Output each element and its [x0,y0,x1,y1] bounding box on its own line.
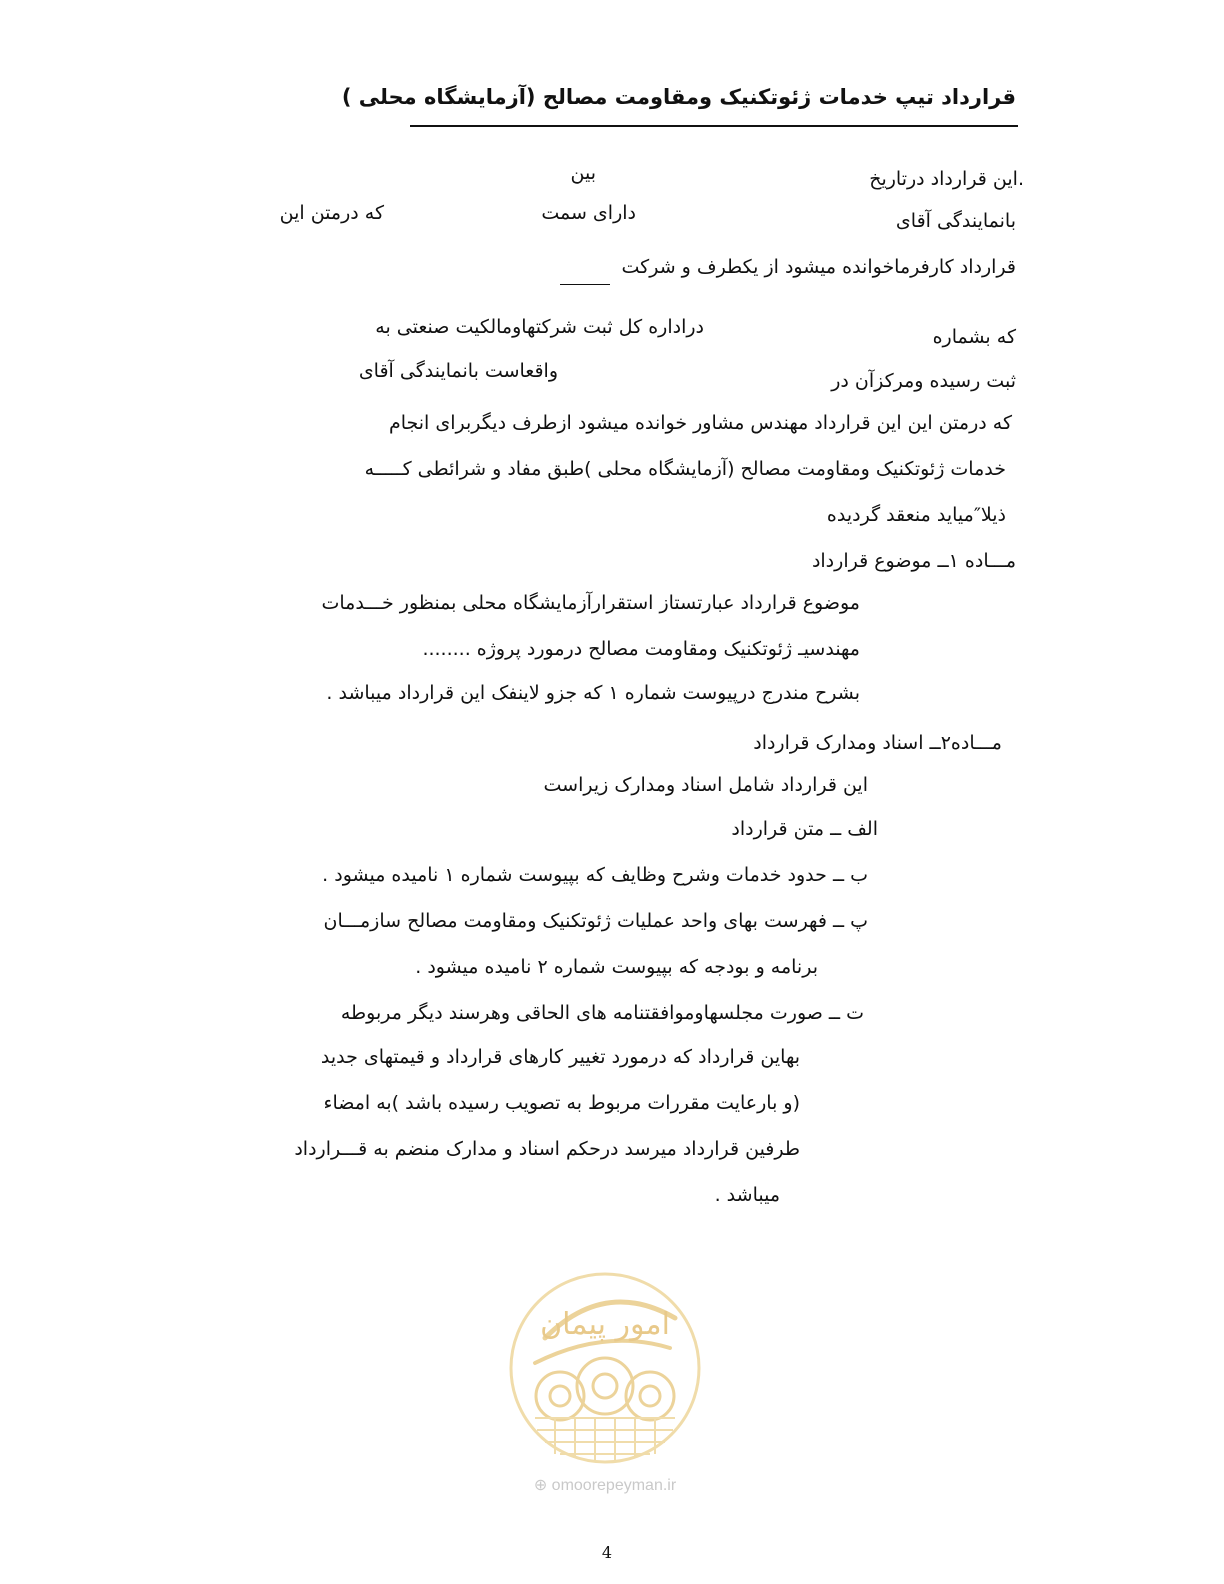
preamble-line-2c: که درمتن این [279,202,384,224]
article-2-item-te-2: بهاین قرارداد که درمورد تغییر کارهای قرارداد و قیمتهای جدید [320,1046,800,1068]
article-2-item-alef: الف ــ متن قرارداد [731,818,878,840]
logo-lettering: امور پیمان [540,1307,670,1342]
page-number: 4 [601,1543,613,1562]
preamble-line-2a: بانمایندگی آقای [895,210,1016,232]
article-2-heading: مـــاده۲ــ اسناد ومدارک قرارداد [753,732,1002,754]
preamble-line-5b: واقعاست بانمایندگی آقای [358,360,558,382]
article-2-item-pe-1: پ ــ فهرست بهای واحد عملیات ژئوتکنیک ومقاومت مصالح سازمـــان [323,910,868,932]
preamble-line-1b: بین [570,162,596,184]
preamble-line-4b: دراداره کل ثبت شرکتهاومالکیت صنعتی به [375,316,704,338]
preamble-line-5a: ثبت رسیده ومرکزآن در [831,370,1016,392]
preamble-line-8: ذیلا″میاید منعقد گردیده [826,504,1006,526]
article-2-item-pe-2: برنامه و بودجه که بپیوست شماره ۲ نامیده میشود . [415,956,818,978]
article-1-heading: مـــاده ۱ــ موضوع قرارداد [811,550,1016,572]
watermark-url-text: omoorepeyman.ir [551,1477,677,1494]
preamble-line-1a: .این قرارداد درتاریخ [869,168,1024,190]
title-underline [410,125,1018,127]
article-2-intro: این قرارداد شامل اسناد ومدارک زیراست [543,774,868,796]
article-2-item-te-5: میباشد . [714,1184,780,1206]
preamble-line-7: خدمات ژئوتکنیک ومقاومت مصالح (آزمایشگاه محلی )طبق مفاد و شرائطی کـــــه [364,458,1006,480]
company-underline [560,284,610,285]
watermark-url [505,1475,705,1495]
article-1-line-1: موضوع قرارداد عبارتستاز استقرارآزمایشگاه محلی بمنظور خـــدمات [321,592,860,614]
article-1-line-3: بشرح مندرج درپیوست شماره ۱ که جزو لاینفک این قرارداد میباشد . [326,682,860,704]
article-2-item-be: ب ــ حدود خدمات وشرح وظایف که بپیوست شماره ۱ نامیده میشود . [322,864,868,886]
preamble-line-6: که درمتن این این قرارداد مهندس مشاور خوانده میشود ازطرف دیگربرای انجام [388,412,1012,434]
omoorepeyman-logo-watermark [505,1268,705,1468]
preamble-line-2b: دارای سمت [541,202,636,224]
article-1-line-2: مهندسیـ ژئوتکنیک ومقاومت مصالح درمورد پروژه ........ [422,638,860,660]
article-2-item-te-4: طرفین قرارداد میرسد درحکم اسناد و مدارک منضم به قـــرارداد [294,1138,800,1160]
document-title: قرارداد تیپ خدمات ژئوتکنیک ومقاومت مصالح (آزمایشگاه محلی ) [341,85,1016,109]
globe-icon: ⊕ [533,1477,548,1494]
preamble-line-3: قرارداد کارفرماخوانده میشود از یکطرف و شرکت [621,256,1016,278]
article-2-item-te-1: ت ــ صورت مجلسهاوموافقتنامه های الحاقی وهرسند دیگر مربوطه [340,1002,864,1024]
article-2-item-te-3: (و بارعایت مقررات مربوط به تصویب رسیده باشد )به امضاء [323,1092,800,1114]
preamble-line-4a: که بشماره [932,326,1016,348]
